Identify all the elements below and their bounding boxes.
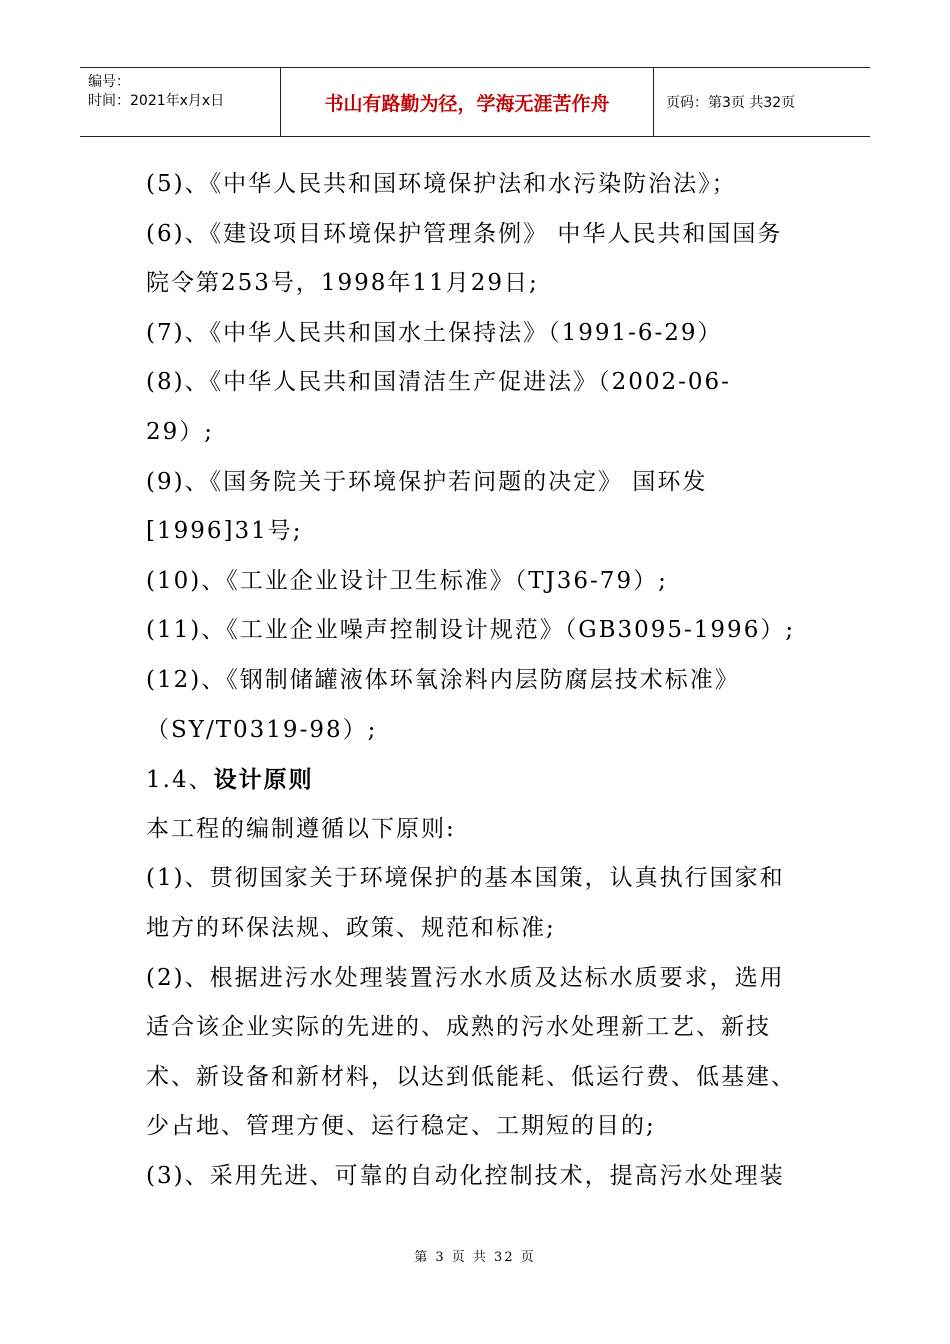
body-line: (12)、《钢制储罐液体环氧涂料内层防腐层技术标准》	[146, 666, 740, 693]
page-footer: 第 3 页 共 32 页	[414, 1250, 536, 1265]
body-line: 地方的环保法规、政策、规范和标准;	[146, 914, 556, 941]
body-line: (6)、《建设项目环境保护管理条例》 中华人民共和国国务	[146, 220, 783, 247]
body-line: （SY/T0319-98）;	[146, 716, 378, 743]
body-line: 本工程的编制遵循以下原则:	[146, 815, 456, 842]
header-meta	[80, 68, 281, 136]
body-line: (7)、《中华人民共和国水土保持法》（1991-6-29）	[146, 319, 723, 346]
body-line: (1)、贯彻国家关于环境保护的基本国策，认真执行国家和	[146, 865, 785, 892]
section-title: 设计原则	[213, 766, 314, 794]
body-line: (10)、《工业企业设计卫生标准》（TJ36-79）;	[146, 567, 668, 594]
section-number: 1.4、	[146, 767, 214, 794]
body-line: 术、新设备和新材料，以达到低能耗、低运行费、低基建、	[146, 1063, 796, 1090]
section-heading	[146, 755, 826, 805]
document-date: 时间：2021年x月x日	[88, 93, 225, 109]
document-number-label: 编号：	[88, 74, 130, 90]
body-line: (5)、《中华人民共和国环境保护法和水污染防治法》；	[146, 171, 737, 197]
document-body	[146, 160, 826, 1201]
body-line: (11)、《工业企业噪声控制设计规范》（GB3095-1996）;	[146, 617, 796, 644]
body-line: (8)、《中华人民共和国清洁生产促进法》（2002-06-	[146, 369, 731, 396]
header-motto: 书山有路勤为径，学海无涯苦作舟	[281, 68, 654, 136]
header-page-info: 页码：第3页 共32页	[666, 95, 796, 111]
page-header	[80, 67, 870, 137]
body-line: [1996]31号;	[146, 518, 303, 545]
body-line: (3)、采用先进、可靠的自动化控制技术，提高污水处理装	[146, 1162, 785, 1189]
body-line: 院令第253号，1998年11月29日;	[146, 270, 539, 297]
body-line: 少占地、管理方便、运行稳定、工期短的目的;	[146, 1113, 656, 1140]
body-line: 29）;	[146, 418, 215, 445]
body-line: (9)、《国务院关于环境保护若问题的决定》 国环发	[146, 468, 708, 495]
body-line: 适合该企业实际的先进的、成熟的污水处理新工艺、新技	[146, 1014, 771, 1041]
body-line: (2)、根据进污水处理装置污水水质及达标水质要求，选用	[146, 964, 785, 991]
